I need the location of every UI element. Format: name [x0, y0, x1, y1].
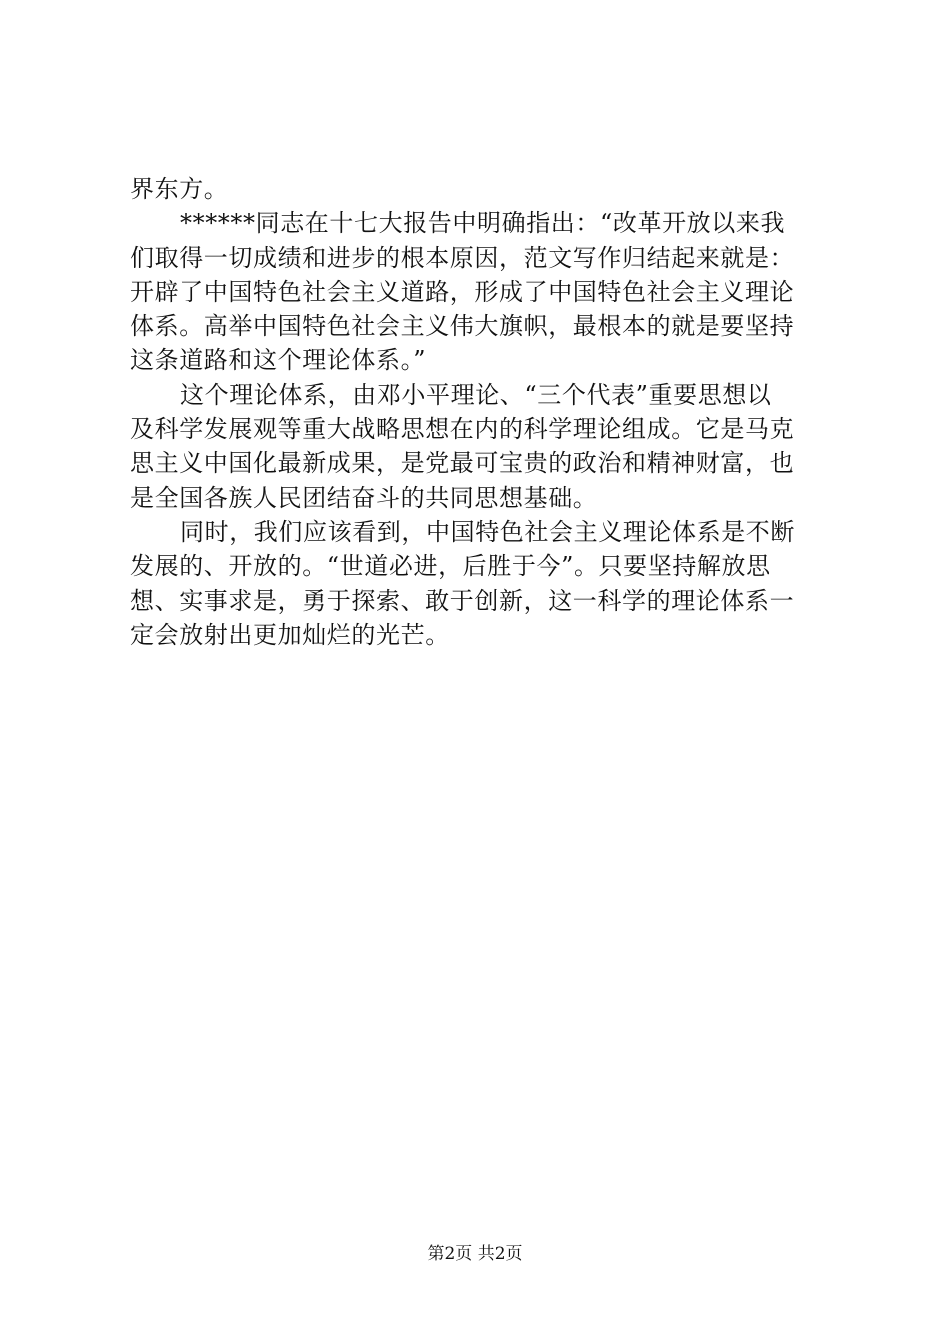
- text-line: 体系。高举中国特色社会主义伟大旗帜，最根本的就是要坚持: [130, 312, 795, 341]
- body-text: [130, 172, 830, 652]
- text-line: 及科学发展观等重大战略思想在内的科学理论组成。它是马克: [130, 415, 795, 444]
- text-line: 发展的、开放的。“世道必进，后胜于今”。只要坚持解放思: [130, 552, 771, 581]
- text-line: 界东方。: [130, 175, 229, 203]
- text-line: 想、实事求是，勇于探索、敢于创新，这一科学的理论体系一: [130, 586, 795, 615]
- paragraph-start-line: 同时，我们应该看到，中国特色社会主义理论体系是不断: [180, 517, 795, 546]
- text-line: 们取得一切成绩和进步的根本原因，范文写作归结起来就是：: [130, 243, 795, 272]
- paragraph-start-line: ******同志在十七大报告中明确指出：“改革开放以来我: [180, 209, 786, 238]
- text-line: 思主义中国化最新成果，是党最可宝贵的政治和精神财富，也: [130, 449, 795, 478]
- page-number-footer: 第2页 共2页: [427, 1244, 523, 1264]
- text-line: 是全国各族人民团结奋斗的共同思想基础。: [130, 483, 598, 512]
- text-line: 这条道路和这个理论体系。”: [130, 346, 427, 375]
- text-line: 开辟了中国特色社会主义道路，形成了中国特色社会主义理论: [130, 277, 795, 306]
- paragraph-start-line: 这个理论体系，由邓小平理论、“三个代表”重要思想以: [180, 380, 772, 409]
- text-line: 定会放射出更加灿烂的光芒。: [130, 620, 450, 649]
